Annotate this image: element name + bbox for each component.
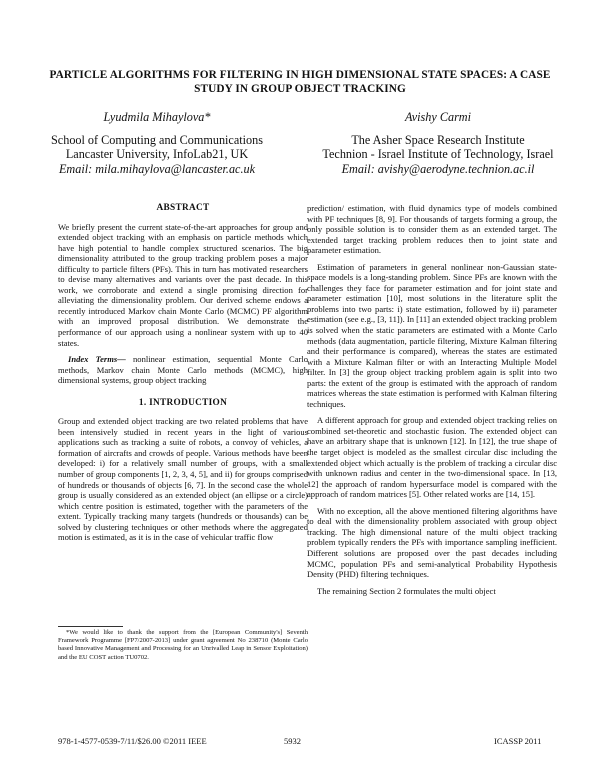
footnote: *We would like to thank the support from the [European Community's] Seventh Framework Programme [FP7/2007-2013] under grant agreement No 238710 (Monte Carlo based Innovative Management and Processing for an Unrivalled Leap in Sensor Exploitation) and the EU COST action TU0702. [58, 629, 308, 661]
abstract-heading: ABSTRACT [156, 203, 210, 213]
right-column [307, 203, 557, 602]
author-affiliation: School of Computing and Communications [51, 132, 263, 147]
abstract-text: We briefly present the current state-of-the-art approaches for group and extended object tracking with an emphasis on particle methods which have high potential to handle complex structured scenarios. The big dimensionality attributed to the group tracking problem poses a major difficulty to particle filters (PFs). This in turn has motivated researchers to devise many alternatives and variants over the past decade. In this work, we corroborate and extend a single promising direction for alleviating the dimensionality problem. Our derived scheme endows a recently introduced Markov chain Monte Carlo (MCMC) PF algorithm with an improved proposal distribution. We demonstrate the performance of our approach using a nonlinear system with up to 40 states. [58, 221, 308, 348]
author-affiliation: Lancaster University, InfoLab21, UK [65, 147, 249, 162]
intro-paragraph: Group and extended object tracking are two related problems that have been intensively studied in recent years in the light of various applications such as tracking a suite of robots, a convoy of vehicles, a formation of aircrafts and crowds of people. Various methods have been developed: i) for a relatively small number of groups, with a small number of group components [1, 2, 3, 4, 5], and ii) for groups comprised of hundreds or thousands of objects [6, 7]. In the second case the whole group is usually considered as an extended object (an ellipse or a circle) which centre position is estimated, together with the parameters of the extent. Typically tracking many targets (hundreds or thousands) can be solved by clustering techniques or other methods where the aggregated motion is estimated, as it is in the case of vehicular traffic flow [58, 416, 308, 543]
author-affiliation: Technion - Israel Institute of Technology, Israel [322, 147, 554, 162]
body-paragraph: prediction/ estimation, with fluid dynamics type of models combined with PF techniques [8, 9]. For thousands of targets forming a group, the only possible solution is to consider them as an extended target. The extended target tracking problem reduces then to joint state and parameter estimation. [307, 203, 557, 256]
left-column [58, 203, 308, 549]
body-paragraph: Estimation of parameters in general nonlinear non-Gaussian state-space models is a long-standing problem. Since PFs are known with the challenges they face for parameter estimation and for joint state and parameter estimation [10], most solutions in the literature split the problems into two parts: i) state estimation, followed by ii) parameter estimation (see e.g., [3, 11]). In [11] an extended object tracking problem is solved when the static parameters are estimated with a Monte Carlo methods (data augmentation, particle filtering, Mixture Kalman filtering and their performance is compared), whereas the states are estimated with a Mixture Kalman filter or with an Interacting Multiple Model filter. In [3] the group object tracking problem again is split into two parts: the extent of the group is estimated with the approach of random matrices whereas the state estimation is performed with Kalman filtering techniques. [307, 261, 557, 409]
footer-conference: ICASSP 2011 [494, 736, 542, 746]
body-paragraph: The remaining Section 2 formulates the multi object [317, 585, 496, 596]
index-terms [58, 354, 308, 386]
index-terms-text: nonlinear estimation, sequential Monte Carlo methods, Markov chain Monte Carlo methods (MCMC), high dimensional systems, group object tracking [58, 354, 308, 386]
footer-isbn: 978-1-4577-0539-7/11/$26.00 ©2011 IEEE [58, 736, 207, 746]
page-number: 5932 [284, 736, 301, 746]
author-affiliation: The Asher Space Research Institute [351, 132, 525, 147]
section-heading-introduction: 1. INTRODUCTION [138, 397, 228, 408]
body-paragraph: A different approach for group and extended object tracking relies on combined set-theoretic and stochastic fusion. The extended object can have an arbitrary shape that is unknown [12]. In [12], the true shape of the target object is modeled as the smallest circular disc including the extended object which actually is the problem of tracking a circular disc with unknown radius and center in the two-dimensional space. In [13, 12] the approach of random hypersurface model is compared with the approach of random matrices [5]. Other related works are [14, 15]. [307, 415, 557, 500]
paper-title: PARTICLE ALGORITHMS FOR FILTERING IN HIGH DIMENSIONAL STATE SPACES: A CASE STUDY IN GROUP OBJECT TRACKING [49, 69, 551, 95]
author-name: Lyudmila Mihaylova* [103, 110, 211, 124]
body-paragraph: With no exception, all the above mentioned filtering algorithms have to deal with the dimensionality problem associated with group object tracking. The high dimensional nature of the multi object tracking problem typically renders the PFs with importance sampling inefficient. Different solutions are proposed over the past decades including MCMC, population PFs and semi-analytical Probability Hypothesis Density (PHD) filtering techniques. [307, 505, 557, 580]
index-terms-label: Index Terms— [68, 354, 126, 365]
author-email: Email: avishy@aerodyne.technion.ac.il [341, 161, 535, 176]
author-block-2 [303, 110, 573, 176]
author-block-1 [22, 110, 292, 176]
footnote-divider [58, 626, 123, 627]
author-name: Avishy Carmi [404, 110, 471, 124]
author-email: Email: mila.mihaylova@lancaster.ac.uk [58, 161, 256, 176]
